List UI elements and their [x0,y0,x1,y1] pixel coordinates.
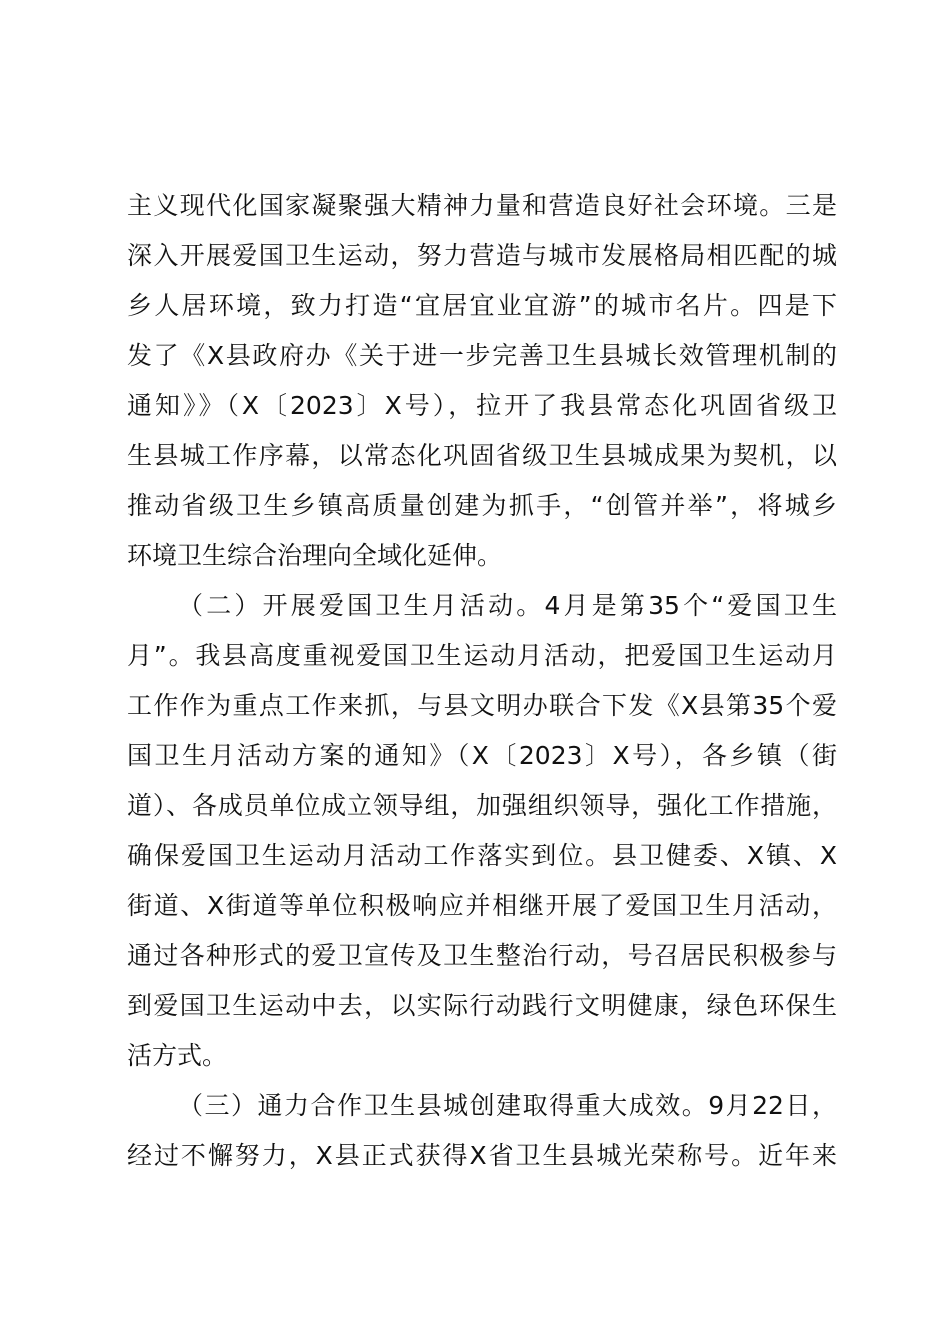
paragraph-line: 街道、X街道等单位积极响应并相继开展了爱国卫生月活动， [127,891,837,920]
paragraph-line: 推动省级卫生乡镇高质量创建为抓手，“创管并举”，将城乡 [127,491,837,520]
paragraph-line: 主义现代化国家凝聚强大精神力量和营造良好社会环境。三是 [127,191,837,220]
paragraph-line: 发了《X县政府办《关于进一步完善卫生县城长效管理机制的 [127,341,837,370]
section-heading-line: （二）开展爱国卫生月活动。4月是第35个“爱国卫生 [178,591,837,620]
paragraph-line: 活方式。 [127,1041,228,1070]
paragraph-line: 通过各种形式的爱卫宣传及卫生整治行动，号召居民积极参与 [127,941,837,970]
section-heading-line: （三）通力合作卫生县城创建取得重大成效。9月22日， [178,1091,837,1120]
paragraph-line: 通知》》（X〔2023〕X号），拉开了我县常态化巩固省级卫 [127,391,837,420]
paragraph-line: 国卫生月活动方案的通知》（X〔2023〕X号），各乡镇（街 [127,741,837,770]
paragraph-line: 经过不懈努力，X县正式获得X省卫生县城光荣称号。近年来 [127,1141,837,1170]
paragraph-line: 深入开展爱国卫生运动，努力营造与城市发展格局相匹配的城 [127,241,837,270]
paragraph-line: 道）、各成员单位成立领导组，加强组织领导，强化工作措施， [127,791,837,820]
paragraph-line: 月”。我县高度重视爱国卫生运动月活动，把爱国卫生运动月 [127,641,837,670]
paragraph-line: 到爱国卫生运动中去，以实际行动践行文明健康，绿色环保生 [127,991,837,1020]
paragraph-line: 确保爱国卫生运动月活动工作落实到位。县卫健委、X镇、X [127,841,837,870]
paragraph-line: 生县城工作序幕，以常态化巩固省级卫生县城成果为契机，以 [127,441,837,470]
paragraph-line: 环境卫生综合治理向全域化延伸。 [127,541,503,570]
paragraph-line: 工作作为重点工作来抓，与县文明办联合下发《X县第35个爱 [127,691,837,720]
paragraph-line: 乡人居环境，致力打造“宜居宜业宜游”的城市名片。四是下 [127,291,837,320]
